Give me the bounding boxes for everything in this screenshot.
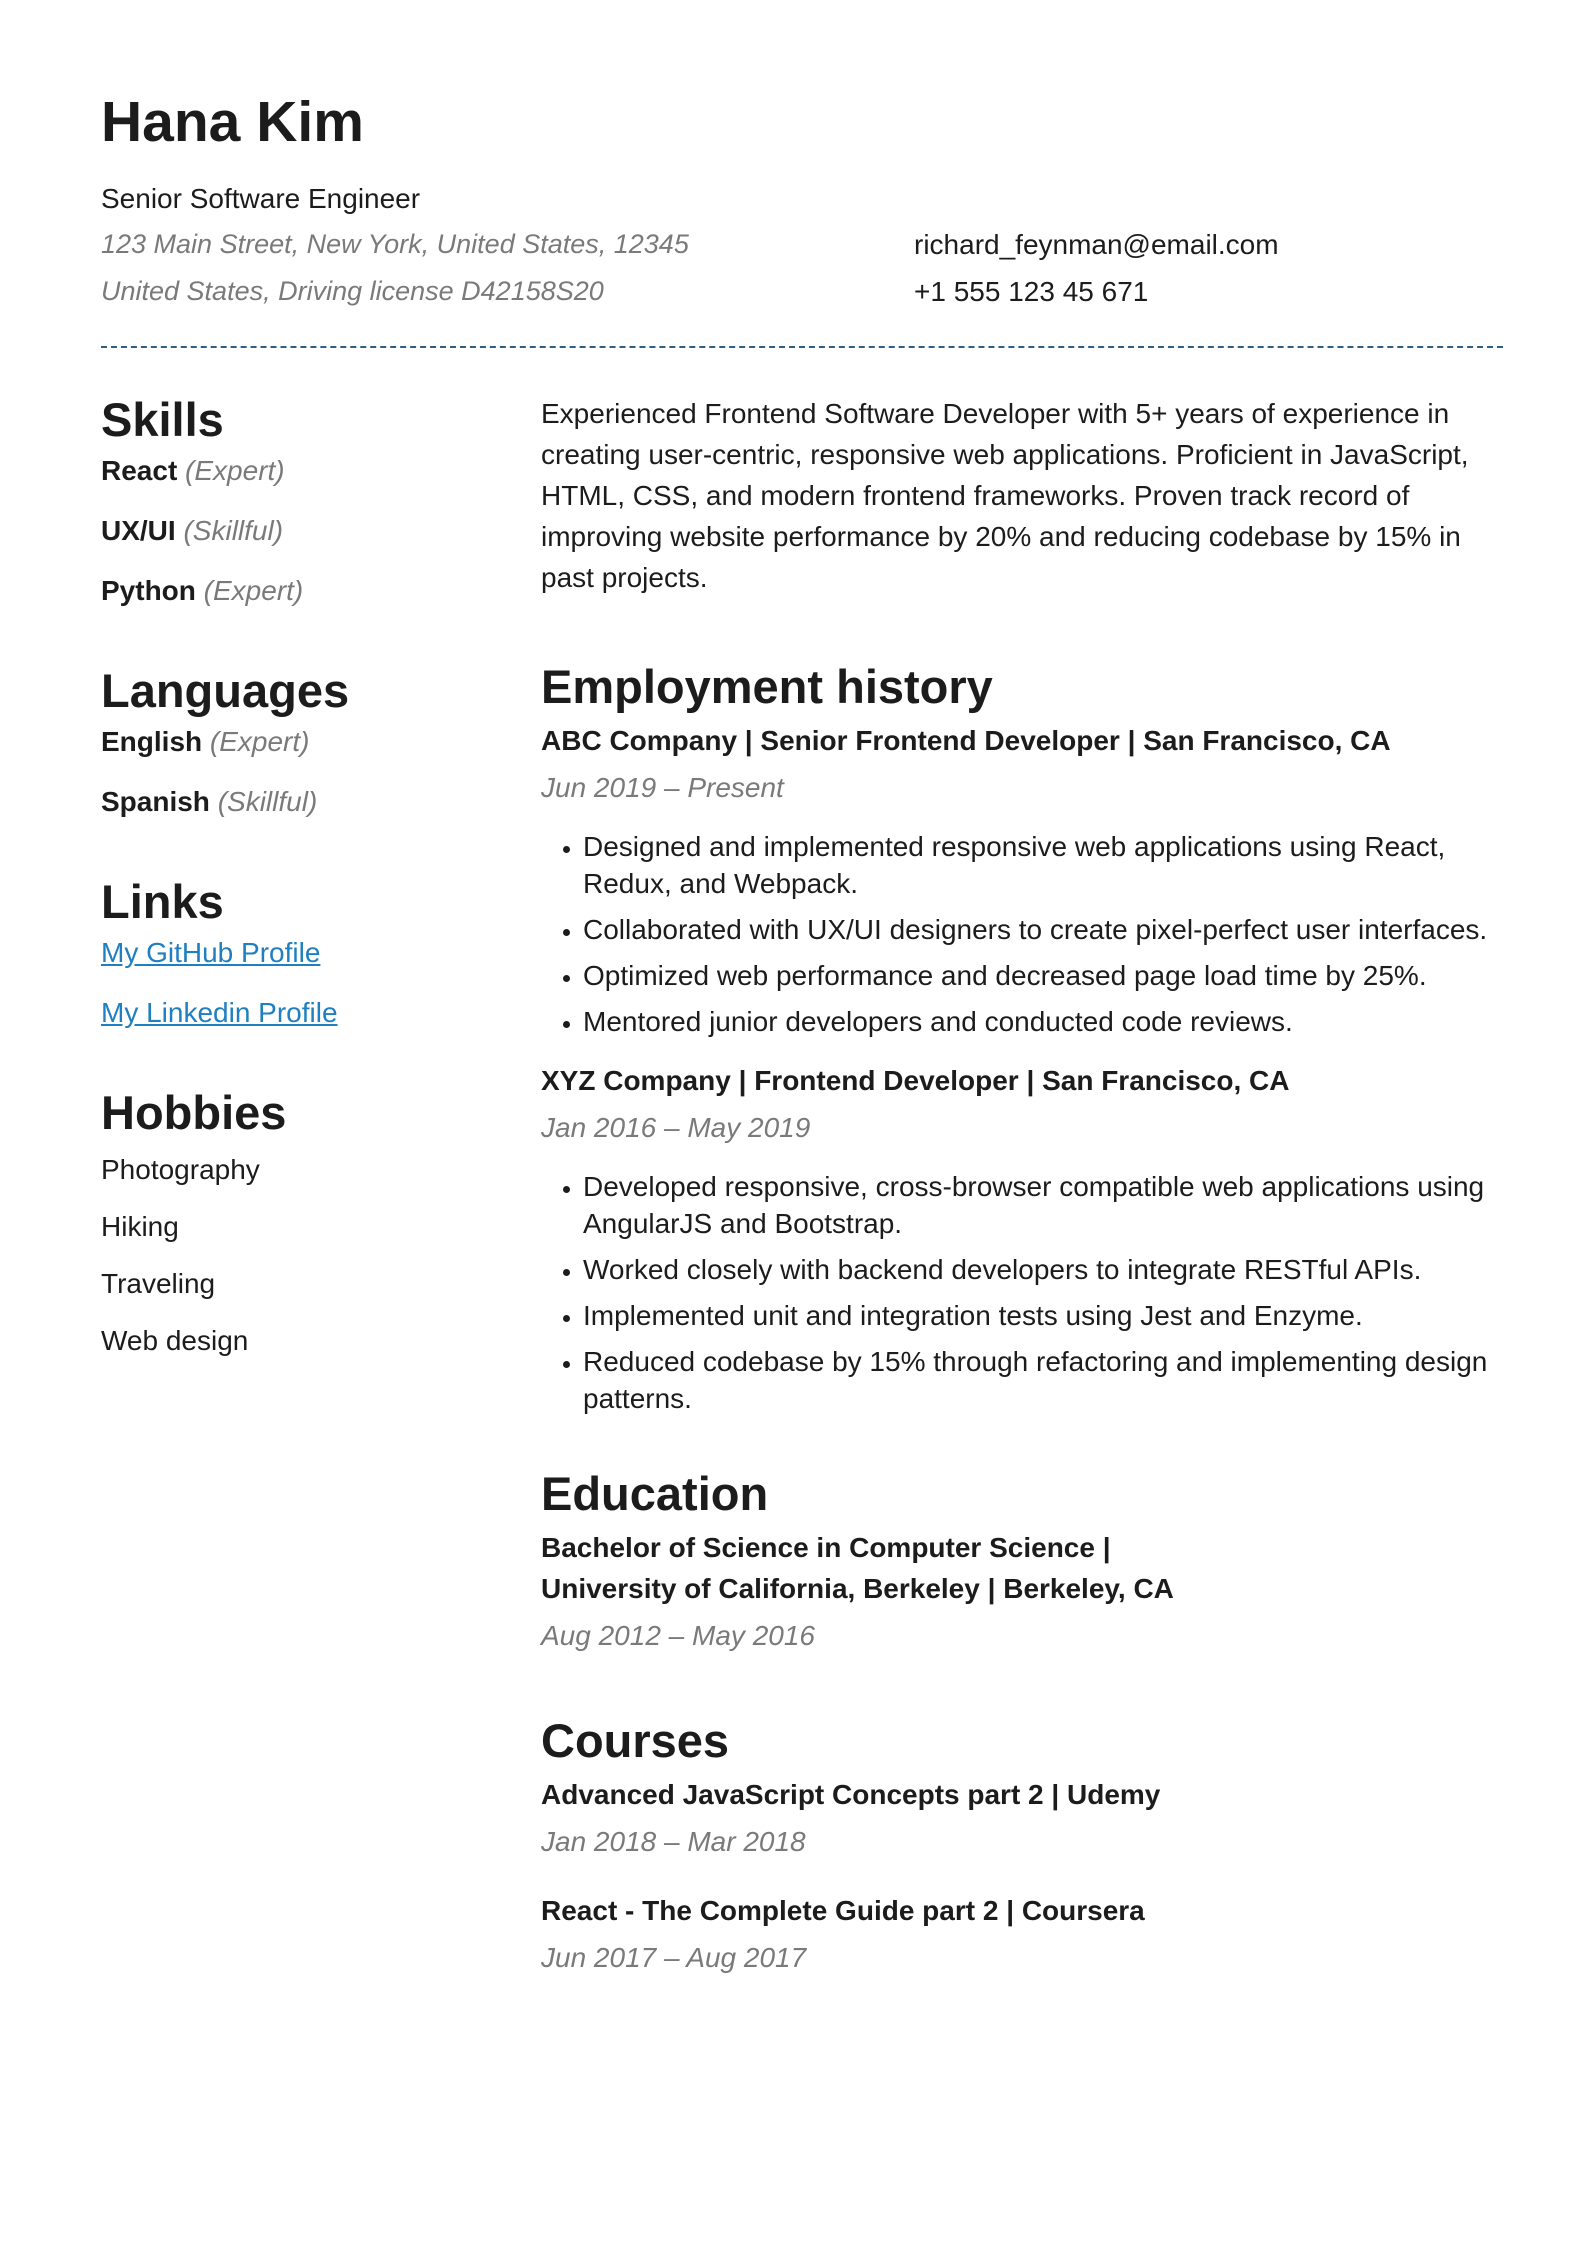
skills-section (101, 393, 481, 607)
skills-list (101, 455, 481, 607)
job-bullets (541, 1168, 1503, 1417)
course-entry (541, 1890, 1503, 1978)
skill-item (101, 575, 481, 607)
hobby-item: Photography (101, 1154, 260, 1185)
job-title-line: ABC Company | Senior Frontend Developer | San Francisco, CA (541, 725, 1391, 756)
skill-level: (Expert) (203, 575, 304, 606)
skill-item (101, 515, 481, 547)
hobby-item: Traveling (101, 1268, 216, 1299)
github-profile-link[interactable]: My GitHub Profile (101, 937, 321, 968)
links-list (101, 937, 481, 1029)
education-section (541, 1467, 1503, 1656)
employment-heading: Employment history (541, 660, 993, 713)
courses-section (541, 1714, 1503, 1978)
linkedin-profile-link[interactable]: My Linkedin Profile (101, 997, 338, 1028)
language-item (101, 786, 481, 818)
hobbies-heading: Hobbies (101, 1086, 287, 1139)
language-level: (Expert) (209, 726, 310, 757)
skills-heading: Skills (101, 393, 224, 446)
links-heading: Links (101, 875, 224, 928)
header-divider (101, 346, 1503, 348)
employment-section (541, 660, 1503, 1417)
main-column (541, 393, 1503, 1978)
job-bullet: • Optimized web performance and decreased page load time by 25%. (583, 957, 1503, 994)
link-item (101, 997, 481, 1029)
language-name: Spanish (101, 786, 210, 817)
education-dates: Aug 2012 – May 2016 (541, 1620, 815, 1651)
degree-line: Bachelor of Science in Computer Science | (541, 1532, 1111, 1563)
job-bullet: • Reduced codebase by 15% through refactoring and implementing design patterns. (583, 1343, 1503, 1417)
skill-name: React (101, 455, 178, 486)
job-bullet: • Mentored junior developers and conducted code reviews. (583, 1003, 1503, 1040)
nationality-license-line: United States, Driving license D42158S20 (101, 276, 604, 306)
job-dates: Jun 2019 – Present (541, 772, 784, 803)
course-entry (541, 1774, 1503, 1862)
profile-summary: Experienced Frontend Software Developer with 5+ years of experience in creating user-centric, responsive web applications. Proficient in JavaScript, HTML, CSS, and modern frontend frameworks. Proven track record of improving website performance by 20% and reducing codebase by 15% in past projects. (541, 398, 1469, 593)
job-title-line: XYZ Company | Frontend Developer | San Francisco, CA (541, 1065, 1290, 1096)
education-entry (541, 1527, 1503, 1656)
job-bullet: • Worked closely with backend developers to integrate RESTful APIs. (583, 1251, 1503, 1288)
job-entry (541, 720, 1503, 1040)
skill-name: Python (101, 575, 196, 606)
job-bullet: • Collaborated with UX/UI designers to create pixel-perfect user interfaces. (583, 911, 1503, 948)
languages-list (101, 726, 481, 818)
link-item (101, 937, 481, 969)
job-dates: Jan 2016 – May 2019 (541, 1112, 811, 1143)
course-title: Advanced JavaScript Concepts part 2 | Udemy (541, 1779, 1161, 1810)
hobbies-section (101, 1086, 481, 1357)
institution-line: University of California, Berkeley | Berkeley, CA (541, 1573, 1174, 1604)
skill-level: (Expert) (185, 455, 285, 486)
language-item (101, 726, 481, 758)
languages-heading: Languages (101, 664, 350, 717)
courses-heading: Courses (541, 1714, 730, 1767)
skill-name: UX/UI (101, 515, 176, 546)
hobby-item: Web design (101, 1325, 249, 1356)
job-bullet: • Developed responsive, cross-browser compatible web applications using AngularJS and Bootstrap. (583, 1168, 1503, 1242)
sidebar-column (101, 393, 481, 1414)
hobby-item: Hiking (101, 1211, 179, 1242)
course-title: React - The Complete Guide part 2 | Coursera (541, 1895, 1145, 1926)
job-title: Senior Software Engineer (101, 183, 421, 214)
course-dates: Jun 2017 – Aug 2017 (541, 1942, 807, 1973)
phone-number: +1 555 123 45 671 (914, 276, 1149, 307)
job-bullets (541, 828, 1503, 1040)
address-line: 123 Main Street, New York, United States, 12345 (101, 229, 689, 259)
job-entry (541, 1060, 1503, 1417)
email-address: richard_feynman@email.com (914, 229, 1279, 260)
language-level: (Skillful) (217, 786, 318, 817)
job-bullet: • Implemented unit and integration tests using Jest and Enzyme. (583, 1297, 1503, 1334)
languages-section (101, 664, 481, 818)
education-heading: Education (541, 1467, 769, 1520)
hobbies-list (101, 1154, 481, 1357)
candidate-name: Hana Kim (101, 90, 364, 154)
links-section (101, 875, 481, 1029)
course-dates: Jan 2018 – Mar 2018 (541, 1826, 806, 1857)
skill-item (101, 455, 481, 487)
job-bullet: • Designed and implemented responsive web applications using React, Redux, and Webpack. (583, 828, 1503, 902)
skill-level: (Skillful) (183, 515, 284, 546)
language-name: English (101, 726, 203, 757)
